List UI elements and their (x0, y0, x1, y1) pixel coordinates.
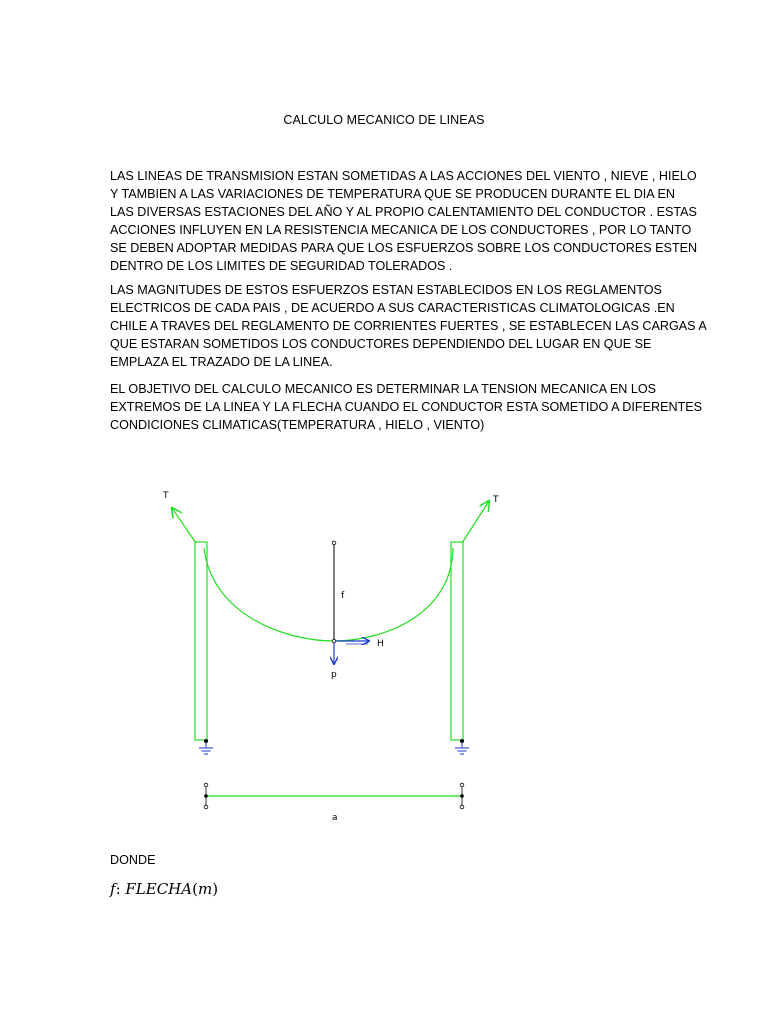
paragraph-line: LAS LINEAS DE TRANSMISION ESTAN SOMETIDAS A LAS ACCIONES DEL VIENTO , NIEVE , HIELO (110, 169, 697, 183)
formula-unit-open: ( (192, 880, 198, 898)
right-pole (451, 542, 464, 743)
left-ground-icon (199, 742, 213, 754)
paragraph-line: ELECTRICOS DE CADA PAIS , DE ACUERDO A SUS CARACTERISTICAS CLIMATOLOGICAS .EN (110, 301, 675, 315)
left-pole (195, 542, 208, 743)
document-title: CALCULO MECANICO DE LINEAS (283, 113, 485, 127)
paragraph-line: EL OBJETIVO DEL CALCULO MECANICO ES DETERMINAR LA TENSION MECANICA EN LOS (110, 382, 657, 396)
paragraph-line: EMPLAZA EL TRAZADO DE LA LINEA. (110, 355, 333, 369)
paragraph-line: LAS DIVERSAS ESTACIONES DEL AÑO Y AL PROPIO CALENTAMIENTO DEL CONDUCTOR . ESTAS (110, 205, 697, 219)
horizontal-force-label: H (377, 639, 384, 649)
formula-term: FLECHA (125, 880, 193, 898)
paragraph-line: CHILE A TRAVES DEL REGLAMENTO DE CORRIENTES FUERTES , SE ESTABLECEN LAS CARGAS A (110, 319, 707, 333)
paragraph-line: DENTRO DE LOS LIMITES DE SEGURIDAD TOLERADOS . (110, 259, 453, 273)
donde-heading: DONDE (110, 853, 156, 867)
formula-symbol: f (110, 880, 116, 898)
formula-separator: : (115, 880, 126, 898)
paragraph-line: Y TAMBIEN A LAS VARIACIONES DE TEMPERATURA QUE SE PRODUCEN DURANTE EL DIA EN (110, 187, 675, 201)
tension-label-left: T (163, 491, 169, 501)
conductor-curve (204, 548, 453, 641)
paragraph-line: QUE ESTARAN SOMETIDOS LOS CONDUCTORES DEPENDIENDO DEL LUGAR EN QUE SE (110, 337, 652, 351)
formula-unit: m (197, 880, 213, 898)
sag-label: f (341, 591, 345, 601)
paragraph-line: ACCIONES INFLUYEN EN LA RESISTENCIA MECANICA DE LOS CONDUCTORES , POR LO TANTO (110, 223, 692, 237)
paragraph-line: EXTREMOS DE LA LINEA Y LA FLECHA CUANDO EL CONDUCTOR ESTA SOMETIDO A DIFERENTES (110, 400, 703, 414)
span-label: a (332, 813, 338, 823)
paragraph-line: SE DEBEN ADOPTAR MEDIDAS PARA QUE LOS ESFUERZOS SOBRE LOS CONDUCTORES ESTEN (110, 241, 698, 255)
tension-arrow-left (172, 508, 196, 543)
tension-arrow-right (462, 501, 489, 543)
right-ground-icon (455, 742, 469, 754)
weight-label: p (331, 670, 337, 680)
formula-unit-close: ) (212, 880, 219, 898)
span-dimension (204, 783, 464, 809)
flecha-formula (110, 880, 218, 898)
sag-indicator (332, 541, 336, 643)
paragraph-line: LAS MAGNITUDES DE ESTOS ESFUERZOS ESTAN ESTABLECIDOS EN LOS REGLAMENTOS (110, 283, 662, 297)
tension-label-right: T (493, 495, 499, 505)
paragraph-line: CONDICIONES CLIMATICAS(TEMPERATURA , HIELO , VIENTO) (110, 418, 485, 432)
